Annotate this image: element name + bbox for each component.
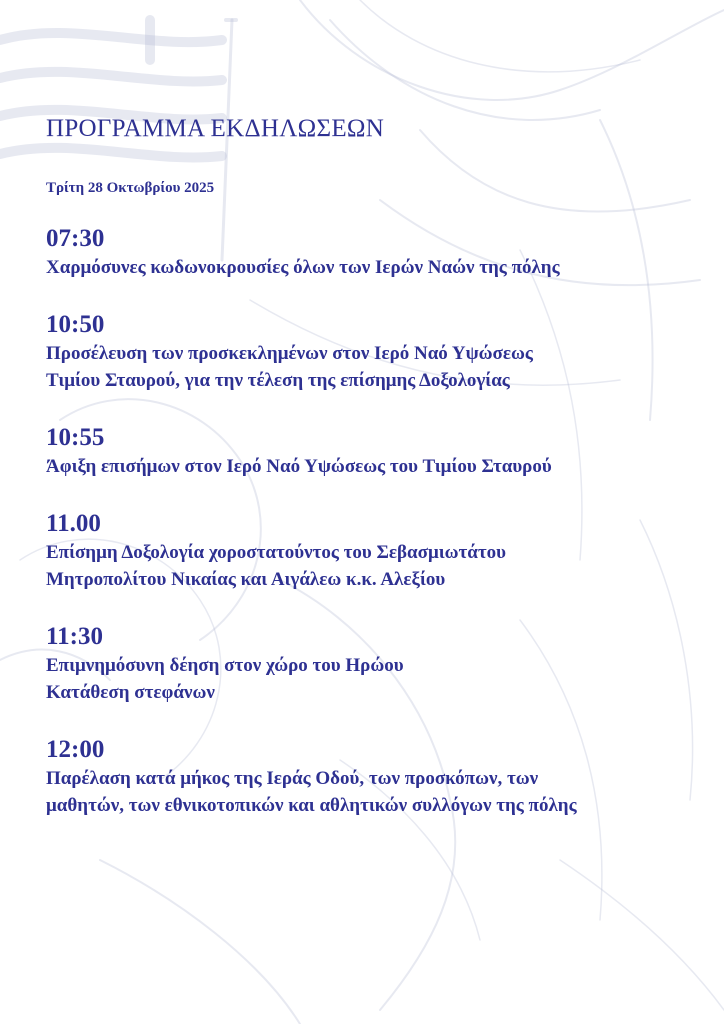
event-time: 11:30 — [46, 623, 103, 650]
event-description: Τιμίου Σταυρού, για την τέλεση της επίσημης Δοξολογίας — [46, 370, 510, 391]
program-content — [46, 112, 686, 848]
event-description: Μητροπολίτου Νικαίας και Αιγάλεω κ.κ. Αλεξίου — [46, 569, 446, 590]
event-description: Επίσημη Δοξολογία χοροστατούντος του Σεβασμιωτάτου — [46, 542, 507, 563]
event-description: Χαρμόσυνες κωδωνοκρουσίες όλων των Ιερών Ναών της πόλης — [46, 257, 560, 278]
event-description: μαθητών, των εθνικοτοπικών και αθλητικών συλλόγων της πόλης — [46, 795, 577, 816]
event-description: Κατάθεση στεφάνων — [46, 682, 215, 703]
event-description: Επιμνημόσυνη δέηση στον χώρο του Ηρώου — [46, 655, 404, 676]
event-description: Παρέλαση κατά μήκος της Ιεράς Οδού, των προσκόπων, των — [46, 768, 539, 789]
event-description: Άφιξη επισήμων στον Ιερό Ναό Υψώσεως του Τιμίου Σταυρού — [46, 456, 552, 477]
event-time: 10:55 — [46, 424, 105, 451]
event-item — [46, 735, 686, 819]
event-date: Τρίτη 28 Οκτωβρίου 2025 — [46, 180, 215, 196]
event-item — [46, 310, 686, 394]
event-description: Προσέλευση των προσκεκλημένων στον Ιερό Ναό Υψώσεως — [46, 343, 533, 364]
event-time: 10:50 — [46, 311, 105, 338]
event-item — [46, 509, 686, 593]
event-item — [46, 224, 686, 281]
event-time: 11.00 — [46, 510, 101, 537]
event-item — [46, 622, 686, 706]
page-title: ΠΡΟΓΡΑΜΜΑ ΕΚΔΗΛΩΣΕΩΝ — [46, 115, 385, 142]
event-time: 12:00 — [46, 736, 105, 763]
event-item — [46, 423, 686, 480]
event-time: 07:30 — [46, 225, 105, 252]
events-list — [46, 224, 686, 819]
